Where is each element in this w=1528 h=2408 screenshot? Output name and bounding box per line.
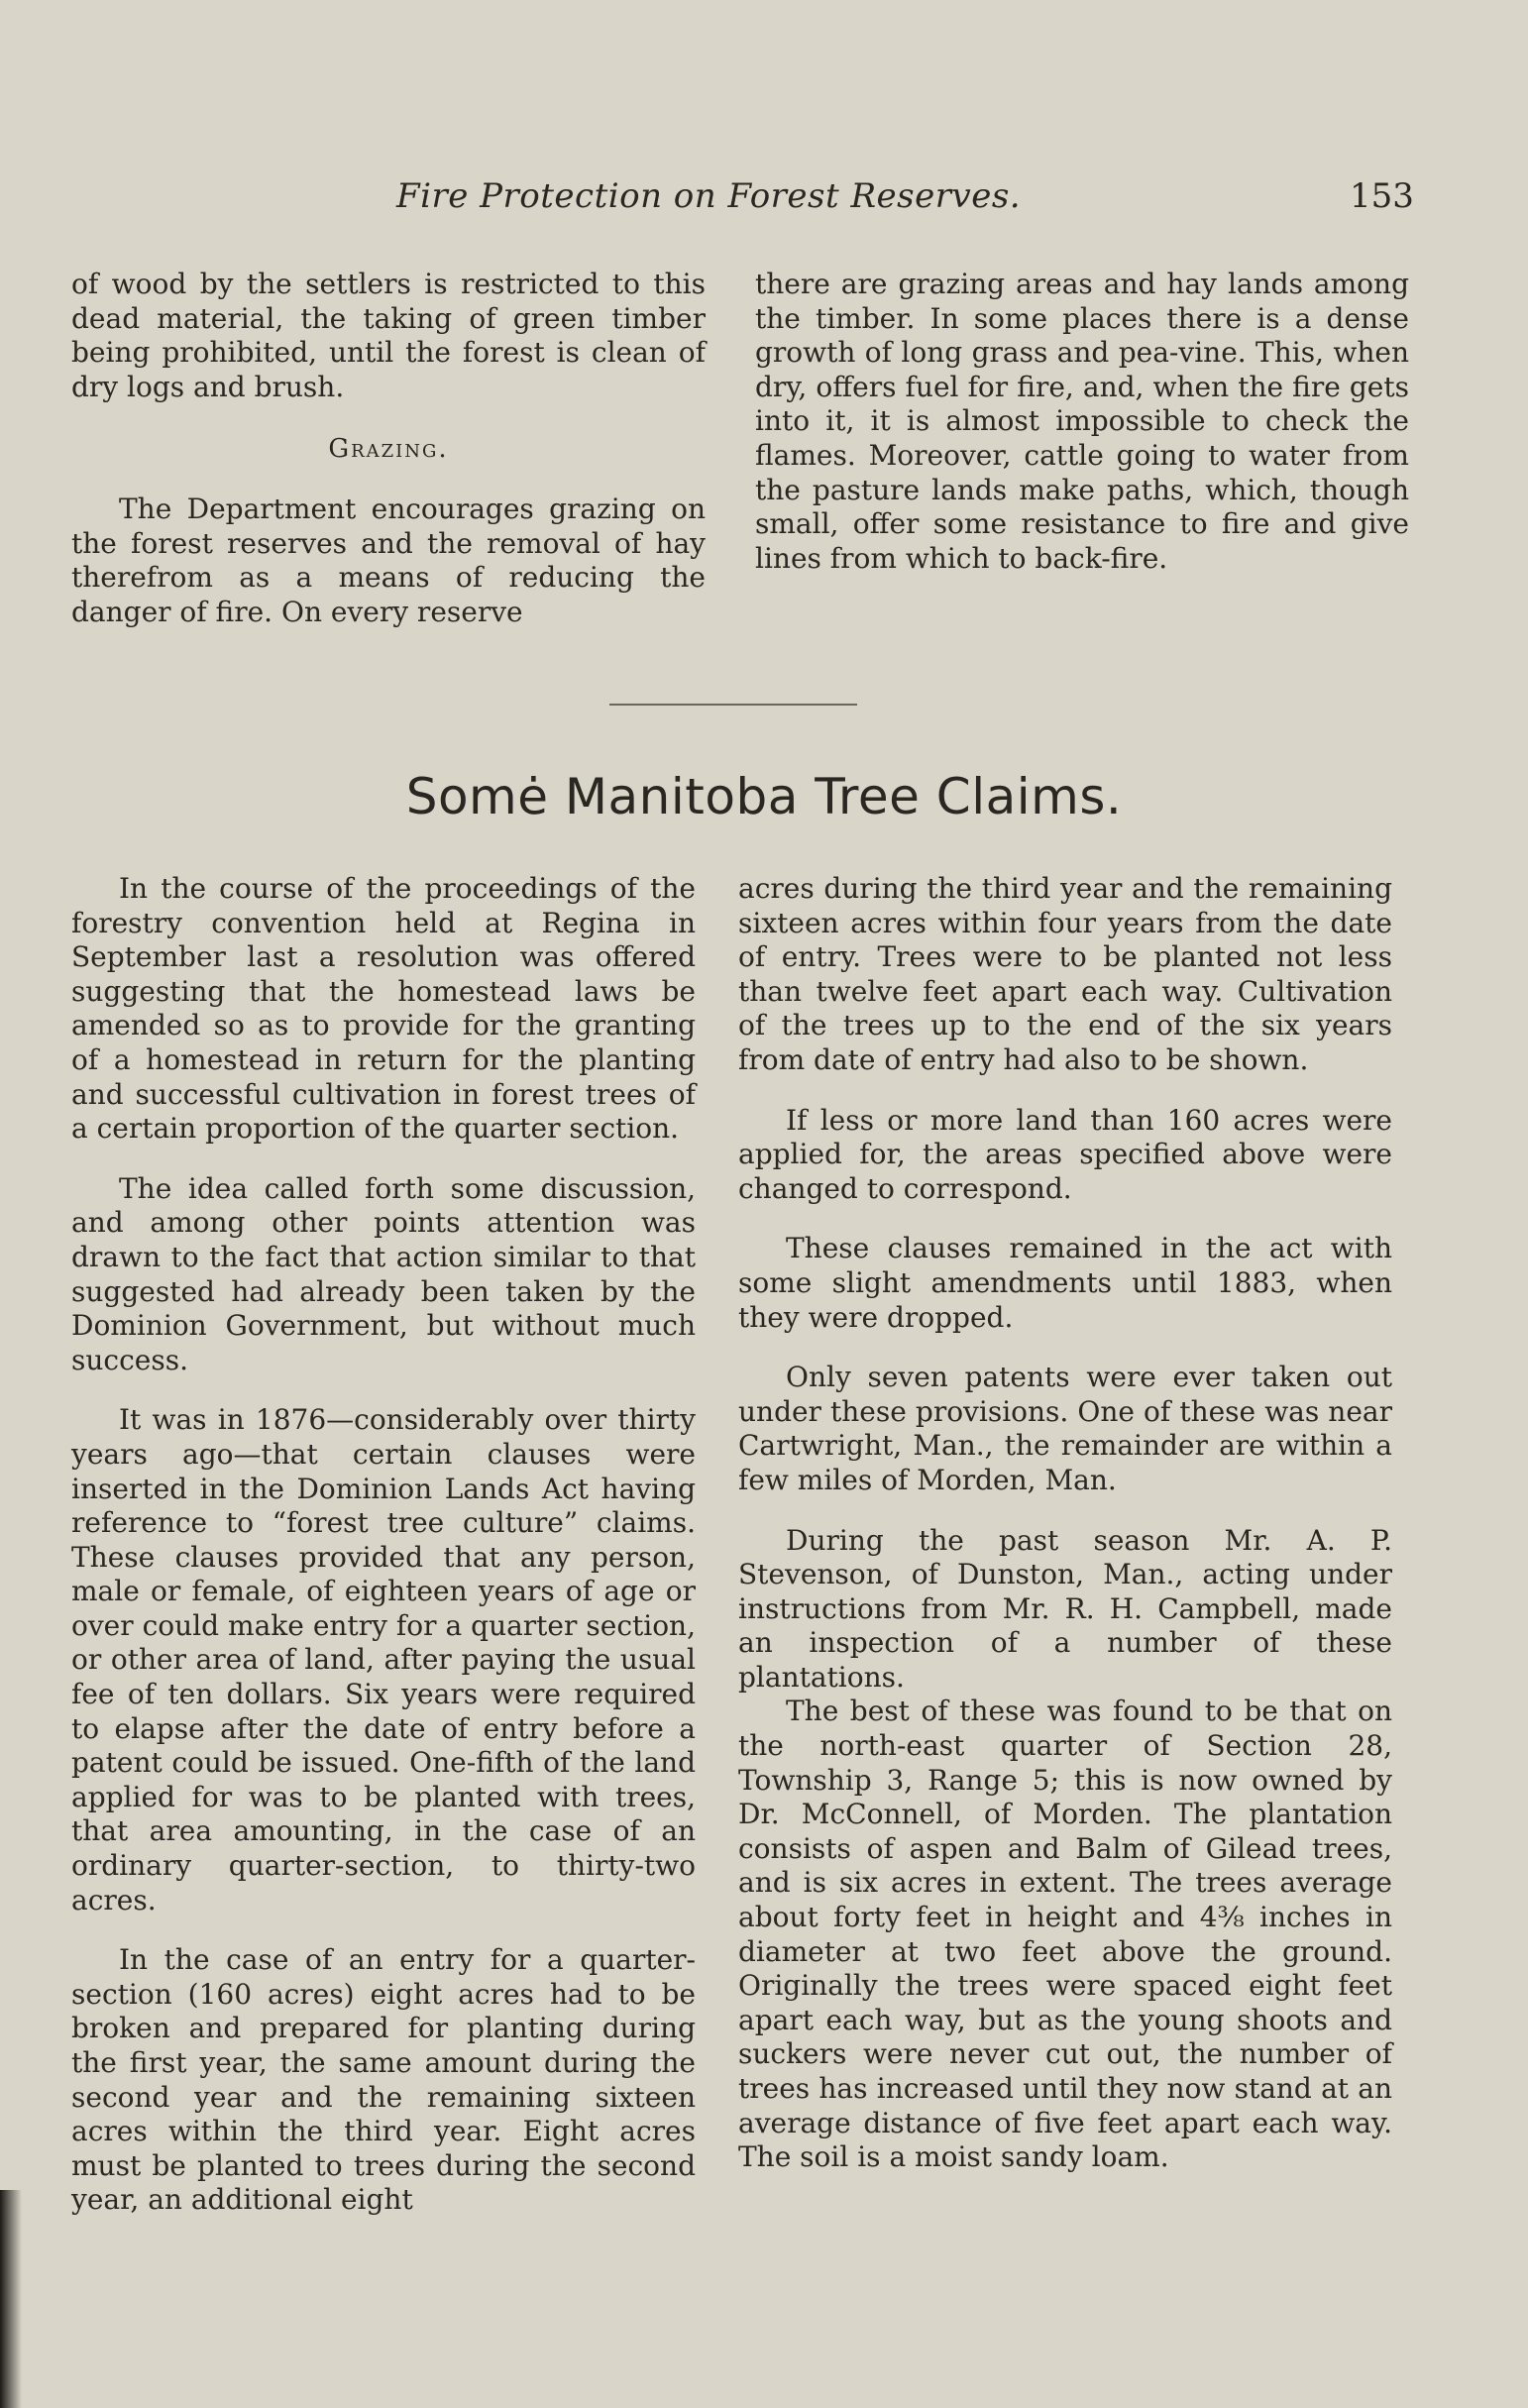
page-shadow-edge [0,2190,22,2408]
paragraph: The Department encourages grazing on the forest reserves and the removal of hay therefrom as a means of reducing the danger of fire. On every reserve [71,492,706,628]
paragraph: Only seven patents were ever taken out under these provisions. One of these was near Cartwright, Man., the remainder are within a few miles of Morden, Man. [738,1361,1392,1496]
paragraph: In the case of an entry for a quarter-section (160 acres) eight acres had to be broken and prepared for planting during the first year, the same amount during the second year and the remaining sixteen acres within the third year. Eight acres must be planted to trees during the second year, an additional eight [71,1943,696,2217]
paragraph: The best of these was found to be that on the north-east quarter of Section 28, Township 3, Range 5; this is now owned by Dr. McConnell, of Morden. The plantation consists of aspen and Balm of Gilead trees, and is six acres in extent. The trees average about forty feet in height and 4⅜ inches in diameter at two feet above the ground. Originally the trees were spaced eight feet apart each way, but as the young shoots and suckers were never cut out, the number of trees has increased until they now stand at an average distance of five feet apart each way. The soil is a moist sandy loam. [738,1695,1392,2174]
paragraph: acres during the third year and the remaining sixteen acres within four years from the date of entry. Trees were to be planted not less than twelve feet apart each way. Cultivation of the trees up to the end of the six years from date of entry had also to be shown. [738,872,1392,1076]
paragraph: If less or more land than 160 acres were applied for, the areas specified above were changed to correspond. [738,1103,1392,1205]
paragraph: of wood by the settlers is restricted to this dead material, the taking of green timber being prohibited, until the forest is clean of dry logs and brush. [71,268,706,403]
section-heading-grazing: Grazing. [328,434,449,465]
page-number: 153 [1350,176,1414,216]
divider [609,704,857,706]
paragraph: there are grazing areas and hay lands among the timber. In some places there is a dense growth of long grass and pea-vine. This, when dry, offers fuel for fire, and, when the fire gets into it, it is almost impossible to check the flames. Moreover, cattle going to water from the pasture lands make paths, which, though small, offer some resistance to fire and give lines from which to back-fire. [755,268,1409,575]
paragraph: The idea called forth some discussion, and among other points attention was drawn to the fact that action similar to that suggested had already been taken by the Dominion Government, but without much success. [71,1171,696,1376]
paragraph: These clauses remained in the act with some slight amendments until 1883, when they were dropped. [738,1232,1392,1334]
bottom-right-column [738,872,1392,2175]
bottom-left-column [71,872,696,2218]
running-head: Fire Protection on Forest Reserves. [396,176,1022,216]
paragraph: During the past season Mr. A. P. Stevenson, of Dunston, Man., acting under instructions from Mr. R. H. Campbell, made an inspection of a number of these plantations. [738,1523,1392,1694]
top-right-column [755,268,1409,576]
paragraph: In the course of the proceedings of the forestry convention held at Regina in September last a resolution was offered suggesting that the homestead laws be amended so as to provide for the granting of a homestead in return for the planting and successful cultivation in forest trees of a certain proportion of the quarter section. [71,872,696,1146]
paragraph: It was in 1876—considerably over thirty years ago—that certain clauses were inserted in the Dominion Lands Act having reference to “forest tree culture” claims. These clauses provided that any person, male or female, of eighteen years of age or over could make entry for a quarter section, or other area of land, after paying the usual fee of ten dollars. Six years were required to elapse after the date of entry before a patent could be issued. One-fifth of the land applied for was to be planted with trees, that area amounting, in the case of an ordinary quarter-section, to thirty-two acres. [71,1403,696,1916]
top-left-column [71,268,706,629]
article-title: Somė Manitoba Tree Claims. [405,768,1123,825]
